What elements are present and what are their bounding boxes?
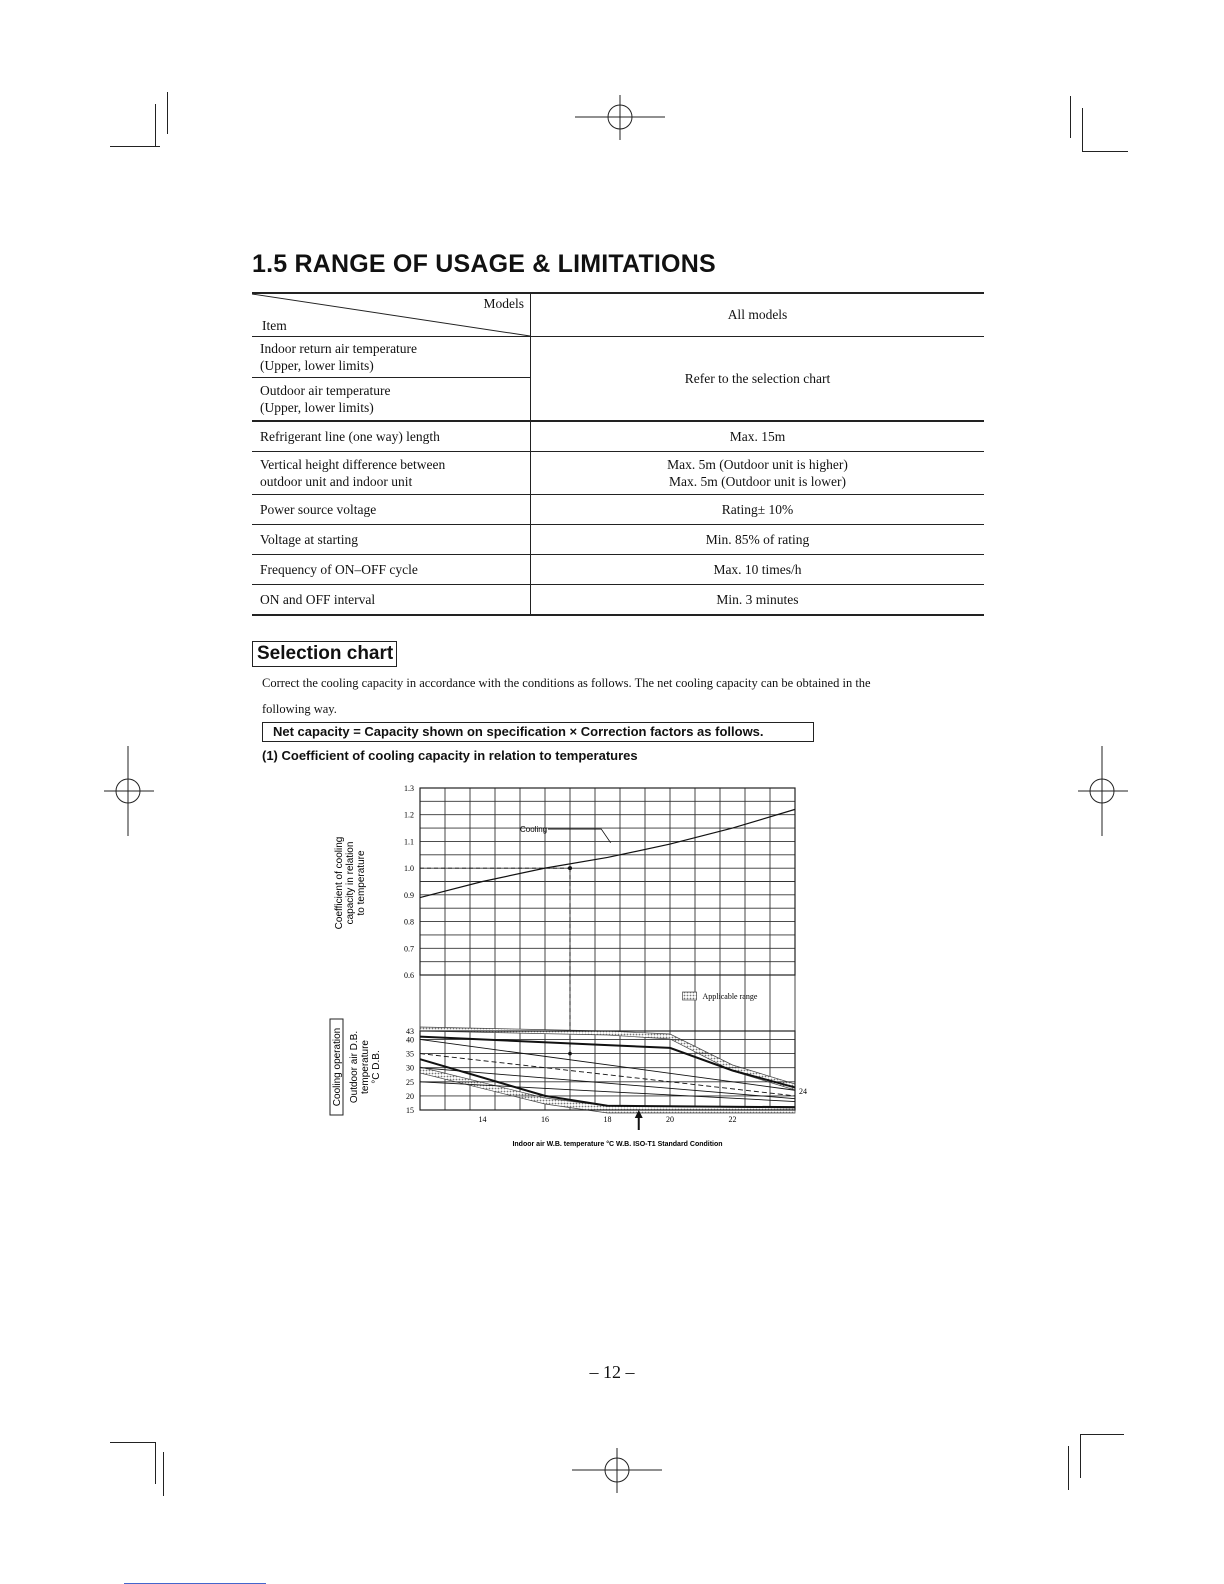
- crop-mark-bottom-left-v: [155, 1442, 156, 1484]
- row-value-interval: Min. 3 minutes: [716, 591, 799, 607]
- crop-mark-top-right-h: [1082, 151, 1128, 152]
- x-end-label: 24: [799, 1087, 807, 1096]
- lower-y-tick-label: 15: [406, 1106, 414, 1115]
- crop-mark-top-right-v: [1070, 96, 1071, 138]
- cooling-operation-label: Cooling operation: [332, 1027, 343, 1107]
- page-number: – 12 –: [589, 1362, 635, 1382]
- table-row: [252, 525, 984, 555]
- x-tick-label: 20: [666, 1115, 674, 1124]
- upper-y-axis-label: capacity in relation: [345, 841, 356, 925]
- upper-y-tick-label: 1.1: [404, 837, 414, 847]
- table-row: [252, 421, 984, 452]
- standard-outdoor-marker: [568, 1052, 572, 1056]
- table-row: [252, 555, 984, 585]
- row-item-interval: ON and OFF interval: [252, 585, 531, 616]
- row-value-refrigerant: Max. 15m: [729, 428, 786, 444]
- upper-y-axis-label: Coefficient of cooling: [334, 836, 345, 930]
- cooling-series-line: [420, 809, 795, 897]
- header-diagonal-cell: [252, 293, 531, 337]
- header-models-label: Models: [483, 296, 524, 311]
- x-tick-label: 14: [478, 1115, 487, 1124]
- applicable-range-upper-band: [420, 1027, 795, 1090]
- crop-mark-top-right-v2: [1082, 108, 1083, 152]
- row-item-refrigerant: Refrigerant line (one way) length: [252, 421, 531, 452]
- cooling-coefficient-chart: [320, 775, 820, 1155]
- crop-mark-bottom-right-v2: [1080, 1434, 1081, 1478]
- upper-y-tick-label: 0.9: [404, 890, 414, 900]
- row-item-voltage: Power source voltage: [252, 495, 531, 525]
- coefficient-subheading: (1) Coefficient of cooling capacity in relation to temperatures: [262, 748, 638, 763]
- header-all-models: All models: [727, 307, 788, 322]
- intro-line-2: following way.: [262, 702, 337, 716]
- row-item-voltage-starting: Voltage at starting: [252, 525, 531, 555]
- x-axis-label: Indoor air W.B. temperature °C W.B. ISO-T1 Standard Condition: [512, 1141, 723, 1148]
- upper-boundary-line: [420, 1037, 795, 1088]
- net-capacity-formula: Net capacity = Capacity shown on specification × Correction factors as follows.: [262, 722, 814, 742]
- lower-y-axis-label: temperature: [360, 1040, 371, 1094]
- row-value-frequency: Max. 10 times/h: [713, 561, 802, 577]
- table-header-row: [252, 293, 984, 337]
- table-row: [252, 585, 984, 616]
- row-value-height-diff: Max. 5m (Outdoor unit is higher) Max. 5m (Outdoor unit is lower): [667, 457, 848, 489]
- table-row: [252, 337, 984, 378]
- x-tick-label: 16: [541, 1115, 549, 1124]
- lower-y-tick-label: 20: [406, 1091, 414, 1101]
- row-item-indoor-temp: Indoor return air temperature (Upper, lower limits): [252, 337, 531, 378]
- upper-y-tick-label: 0.6: [404, 971, 414, 980]
- row-item-height-diff: Vertical height difference between outdoor unit and indoor unit: [252, 452, 531, 495]
- lower-y-tick-label: 30: [406, 1063, 414, 1073]
- x-tick-label: 22: [728, 1115, 737, 1124]
- lower-y-axis-label: °C D.B.: [371, 1050, 382, 1084]
- cooling-series-label: Cooling: [520, 825, 548, 835]
- lower-y-tick-label: 35: [406, 1049, 414, 1059]
- upper-y-tick-label: 1.0: [404, 864, 414, 874]
- row-value-selection-chart: Refer to the selection chart: [684, 370, 831, 386]
- lower-y-tick-label: 43: [406, 1027, 414, 1036]
- intro-line-1: Correct the cooling capacity in accordance with the conditions as follows. The net cooling capacity can be obtained in the: [262, 676, 871, 690]
- selection-chart-heading: Selection chart: [252, 641, 397, 667]
- upper-y-tick-label: 0.8: [404, 917, 414, 927]
- applicable-range-legend-swatch: [683, 992, 697, 1000]
- page-title: 1.5 RANGE OF USAGE & LIMITATIONS: [252, 250, 716, 278]
- row-item-frequency: Frequency of ON–OFF cycle: [252, 555, 531, 585]
- x-tick-label: 18: [603, 1115, 612, 1124]
- registration-mark-right: [1078, 746, 1128, 836]
- lower-y-tick-label: 40: [406, 1035, 414, 1045]
- table-row: [252, 495, 984, 525]
- applicable-range-legend-label: Applicable range: [702, 992, 758, 1001]
- row-item-outdoor-temp: Outdoor air temperature (Upper, lower limits): [252, 378, 531, 422]
- table-row: [252, 452, 984, 495]
- outdoor-temperature-line: [420, 1082, 795, 1102]
- lower-y-axis-label: Outdoor air D.B.: [349, 1030, 360, 1104]
- crop-mark-top-left-v2: [167, 92, 168, 134]
- crop-mark-bottom-right-v: [1068, 1446, 1069, 1490]
- crop-mark-top-left-v: [155, 104, 156, 147]
- row-value-voltage: Rating± 10%: [721, 501, 794, 517]
- registration-mark-top: [575, 95, 665, 140]
- range-of-usage-table: [252, 292, 984, 616]
- header-item-label: Item: [262, 318, 287, 333]
- crop-mark-bottom-left-v2: [163, 1452, 164, 1496]
- crop-mark-top-left-h: [110, 146, 160, 147]
- upper-y-tick-label: 1.3: [404, 784, 414, 793]
- row-value-voltage-starting: Min. 85% of rating: [705, 531, 810, 547]
- crop-mark-bottom-left-h: [110, 1442, 156, 1443]
- registration-mark-left: [104, 746, 154, 836]
- cooling-label-leader: [548, 829, 611, 843]
- upper-y-tick-label: 0.7: [404, 944, 414, 954]
- crop-mark-bottom-right-h: [1080, 1434, 1124, 1435]
- registration-mark-bottom: [572, 1448, 662, 1493]
- upper-y-tick-label: 1.2: [404, 810, 414, 820]
- upper-y-axis-label: to temperature: [356, 850, 367, 916]
- lower-y-tick-label: 25: [406, 1077, 414, 1087]
